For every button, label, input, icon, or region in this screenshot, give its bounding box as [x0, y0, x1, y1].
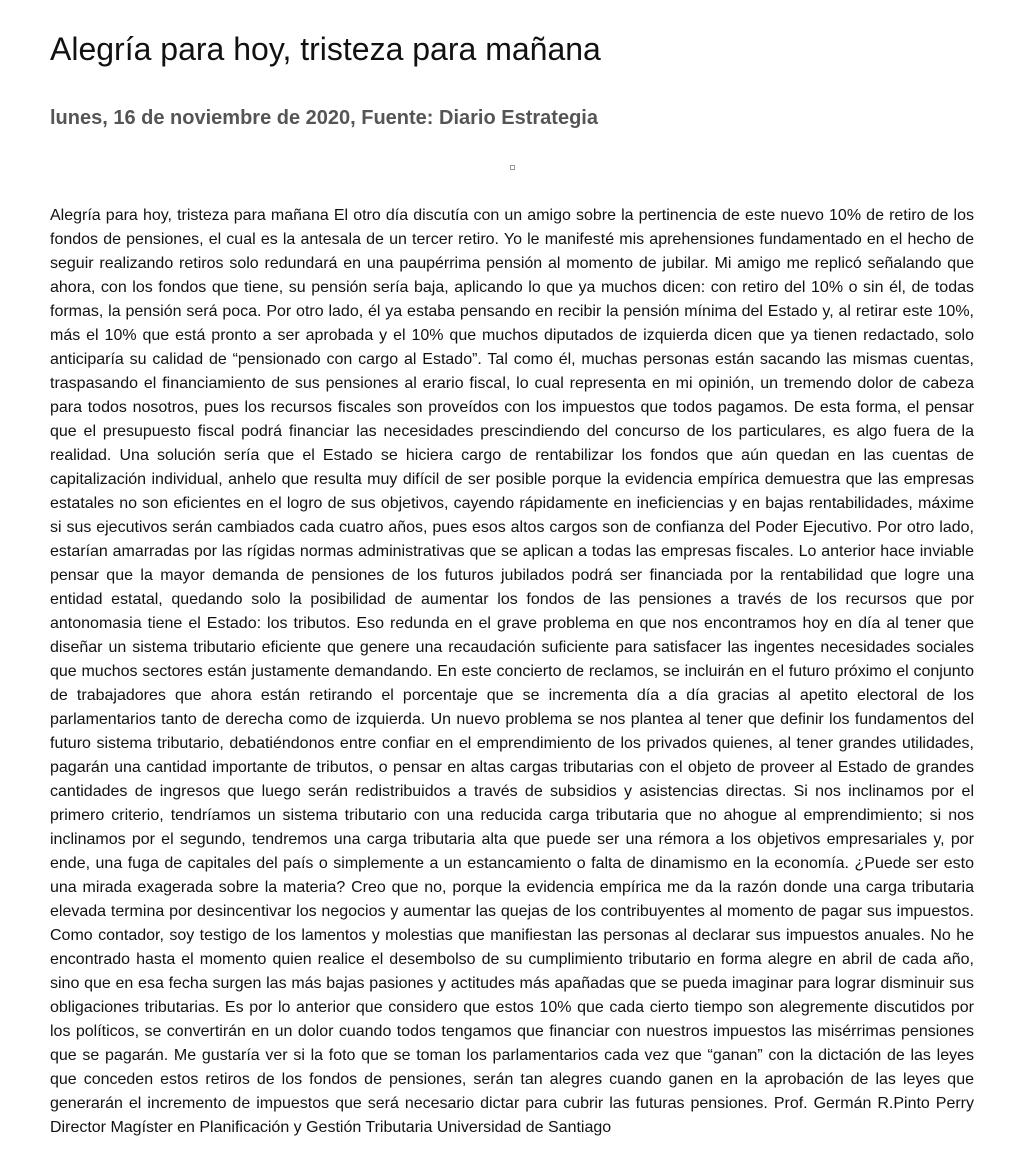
article-title: Alegría para hoy, tristeza para mañana: [50, 31, 601, 67]
article-body: Alegría para hoy, tristeza para mañana El otro día discutía con un amigo sobre la pertinencia de este nuevo 10% de retiro de los fondos de pensiones, el cual es la antesala de un tercer retiro. Yo le manifesté mis aprehensiones fundamentado en el hecho de seguir realizando retiros solo redundará en una paupérrima pensión al momento de jubilar. Mi amigo me replicó señalando que ahora, con los fondos que tiene, su pensión sería baja, aplicando lo que ya muchos dicen: con retiro del 10% o sin él, de todas formas, la pensión será poca. Por otro lado, él ya estaba pensando en recibir la pensión mínima del Estado y, al retirar este 10%, más el 10% que está pronto a ser aprobada y el 10% que muchos diputados de izquierda dicen que ya tienen redactado, solo anticiparía su calidad de “pensionado con cargo al Estado”. Tal como él, muchas personas están sacando las mismas cuentas, traspasando el financiamiento de sus pensiones al erario fiscal, lo cual representa en mi opinión, un tremendo dolor de cabeza para todos nosotros, pues los recursos fiscales son proveídos con los impuestos que todos pagamos. De esta forma, el pensar que el presupuesto fiscal podrá financiar las necesidades prescindiendo del concurso de los particulares, es algo fuera de la realidad. Una solución sería que el Estado se hiciera cargo de rentabilizar los fondos que aún quedan en las cuentas de capitalización individual, anhelo que resulta muy difícil de ser posible porque la evidencia empírica demuestra que las empresas estatales no son eficientes en el logro de sus objetivos, cayendo rápidamente en ineficiencias y en bajas rentabilidades, máxime si sus ejecutivos serán cambiados cada cuatro años, pues esos altos cargos son de confianza del Poder Ejecutivo. Por otro lado, estarían amarradas por las rígidas normas administrativas que se aplican a todas las empresas fiscales. Lo anterior hace inviable pensar que la mayor demanda de pensiones de los futuros jubilados podrá ser financiada por la rentabilidad que logre una entidad estatal, quedando solo la posibilidad de aumentar los fondos de las pensiones a través de los recursos que por antonomasia tiene el Estado: los tributos. Eso redunda en el grave problema en que nos encontramos hoy en día al tener que diseñar un sistema tributario eficiente que genere una recaudación suficiente para satisfacer las ingentes necesidades sociales que muchos sectores están justamente demandando. En este concierto de reclamos, se incluirán en el futuro próximo el conjunto de trabajadores que ahora están retirando el porcentaje que se incrementa día a día gracias al apetito electoral de los parlamentarios tanto de derecha como de izquierda. Un nuevo problema se nos plantea al tener que definir los fundamentos del futuro sistema tributario, debatiéndonos entre confiar en el emprendimiento de los privados quienes, al tener grandes utilidades, pagarán una cantidad importante de tributos, o pensar en altas cargas tributarias con el objeto de proveer al Estado de grandes cantidades de ingresos que luego serán redistribuidos a través de subsidios y asistencias directas. Si nos inclinamos por el primero criterio, tendríamos un sistema tributario con una reducida carga tributaria que no ahogue al emprendimiento; si nos inclinamos por el segundo, tendremos una carga tributaria alta que puede ser una rémora a los objetivos empresariales y, por ende, una fuga de capitales del país o simplemente a un estancamiento o falta de dinamismo en la economía. ¿Puede ser esto una mirada exagerada sobre la materia? Creo que no, porque la evidencia empírica me da la razón donde una carga tributaria elevada termina por desincentivar los negocios y aumentar las quejas de los contribuyentes al momento de pagar sus impuestos. Como contador, soy testigo de los lamentos y molestias que manifiestan las personas al declarar sus impuestos anuales. No he encontrado hasta el momento quien realice el desembolso de su cumplimiento tributario en forma alegre en abril de cada año, sino que en esa fecha surgen las más bajas pasiones y actitudes más apañadas que se pueda imaginar para lograr disminuir sus obligaciones tributarias. Es por lo anterior que considero que estos 10% que cada cierto tiempo son alegremente discutidos por los políticos, se convertirán en un dolor cuando todos tengamos que financiar con nuestros impuestos las misérrimas pensiones que se pagarán. Me gustaría ver si la foto que se toman los parlamentarios cada vez que “ganan” con la dictación de las leyes que conceden estos retiros de los fondos de pensiones, serán tan alegres cuando ganen en la aprobación de las leyes que generarán el incremento de impuestos que será necesario dictar para cubrir las futuras pensiones. Prof. Germán R.Pinto Perry Director Magíster en Planificación y Gestión Tributaria Universidad de Santiago: [50, 207, 974, 1136]
article-date-source: lunes, 16 de noviembre de 2020, Fuente: Diario Estrategia: [50, 107, 598, 129]
broken-image-icon: [510, 165, 515, 170]
